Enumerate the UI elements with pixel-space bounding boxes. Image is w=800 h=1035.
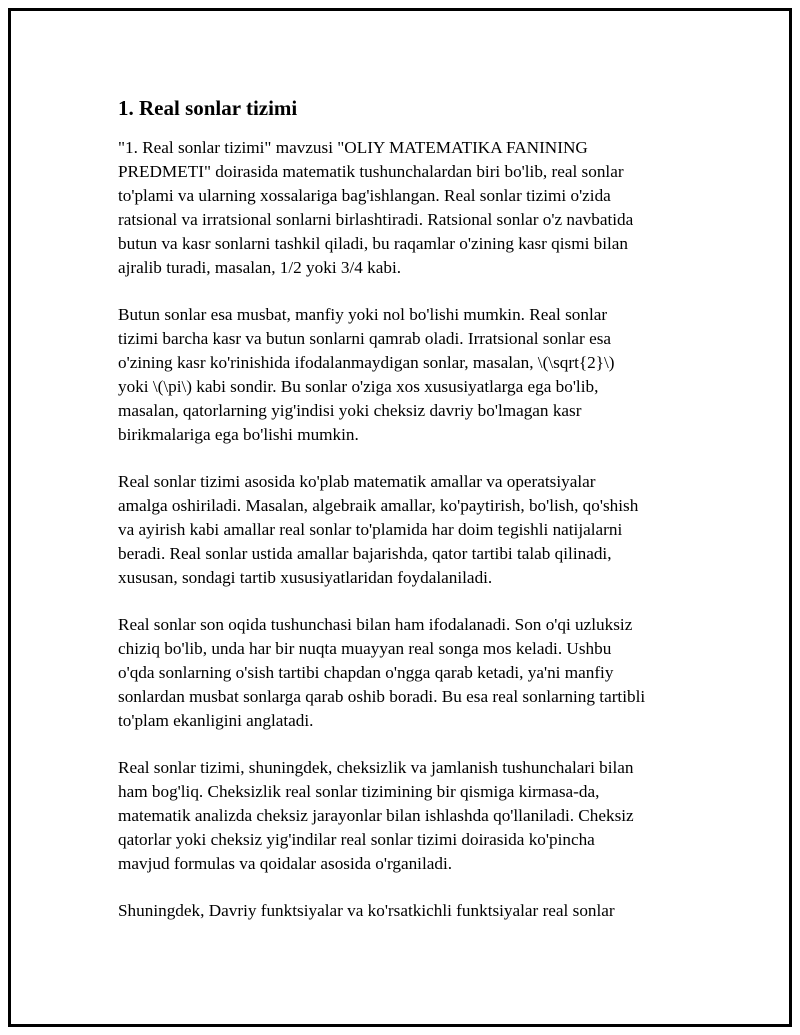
- paragraph-6: Shuningdek, Davriy funktsiyalar va ko'rsatkichli funktsiyalar real sonlar: [118, 901, 615, 920]
- section-heading: 1. Real sonlar tizimi: [118, 96, 298, 120]
- paragraph-4: Real sonlar son oqida tushunchasi bilan ham ifodalanadi. Son o'qi uzluksiz chiziq bo'lib, unda har bir nuqta muayyan real songa mos keladi. Ushbu o'qda sonlarning o'sish tartibi chapdan o'ngga qarab ketadi, ya'ni manfiy sonlardan musbat sonlarga qarab oshib boradi. Bu esa real sonlarning tartibli to'plam ekanligini anglatadi.: [118, 615, 646, 730]
- paragraph-5: Real sonlar tizimi, shuningdek, cheksizlik va jamlanish tushunchalari bilan ham bog'liq. Cheksizlik real sonlar tizimining bir qismiga kirmasa-da, matematik analizda cheksiz jarayonlar bilan ishlashda qo'llaniladi. Cheksiz qatorlar yoki cheksiz yig'indilar real sonlar tizimi doirasida ko'pincha mavjud formulas va qoidalar asosida o'rganiladi.: [118, 758, 634, 873]
- paragraph-2: Butun sonlar esa musbat, manfiy yoki nol bo'lishi mumkin. Real sonlar tizimi barcha kasr va butun sonlarni qamrab oladi. Irratsional sonlar esa o'zining kasr ko'rinishida ifodalanmaydigan sonlar, masalan, \(\sqrt{2}\) yoki \(\pi\) kabi sondir. Bu sonlar o'ziga xos xususiyatlarga ega bo'lib, masalan, qatorlarning yig'indisi yoki cheksiz davriy bo'lmagan kasr birikmalariga ega bo'lishi mumkin.: [118, 305, 615, 444]
- document-content: [118, 95, 698, 946]
- paragraph-3: Real sonlar tizimi asosida ko'plab matematik amallar va operatsiyalar amalga oshiriladi. Masalan, algebraik amallar, ko'paytirish, bo'lish, qo'shish va ayirish kabi amallar real sonlar to'plamida har doim tegishli natijalarni beradi. Real sonlar ustida amallar bajarishda, qator tartibi talab qilinadi, xususan, sondagi tartib xususiyatlaridan foydalaniladi.: [118, 472, 639, 587]
- document-page: [8, 8, 792, 1027]
- paragraph-1: "1. Real sonlar tizimi" mavzusi "OLIY MATEMATIKA FANINING PREDMETI" doirasida matematik tushunchalardan biri bo'lib, real sonlar to'plami va ularning xossalariga bag'ishlangan. Real sonlar tizimi o'zida ratsional va irratsional sonlarni birlashtiradi. Ratsional sonlar o'z navbatida butun va kasr sonlarni tashkil qiladi, bu raqamlar o'zining kasr qismi bilan ajralib turadi, masalan, 1/2 yoki 3/4 kabi.: [118, 138, 634, 277]
